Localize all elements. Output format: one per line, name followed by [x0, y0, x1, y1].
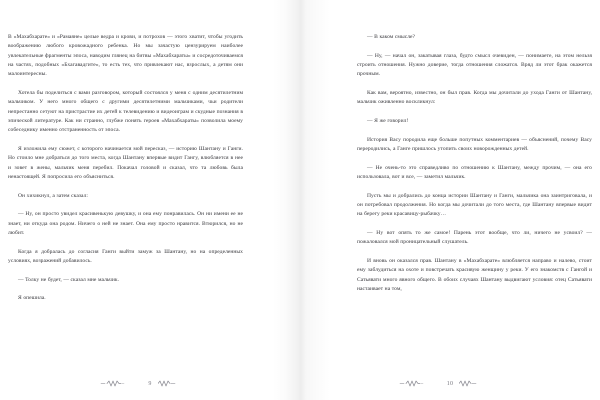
right-page — [300, 0, 600, 400]
zigzag-ornament-left-icon — [100, 380, 142, 387]
paragraph: Хотела бы поделиться с вами разговором, который состоялся у меня с одним десятилетним мальчиком. У него много общего с другими десятилетними мальчиками, чьи родители непрестанно сетуют на пристрастие их детей к телевидению и видеоиграм и скудные познания в эпической литературе. Как ни странно, глубже понять героев «Махабхараты» позволила моему собеседнику именно отстраненность от эпоса. — [8, 90, 243, 134]
paragraph: И вновь он оказался прав. Шантану в «Махабхарате» влюбляется направо и налево, стоит ему заблудиться на охоте и повстречать красивую женщину у реки. У его знакомств с Гангой и Сатьявати много явного общего. В обоих случаях Шантану выдвигают условия: отец Сатьявати настаивает на том, — [357, 257, 592, 292]
right-page-footer — [300, 380, 600, 387]
paragraph: Как вам, вероятно, известно, он был прав. Когда мы дочитали до ухода Ганги от Шантану, мальчик оживленно воскликнул: — [357, 89, 592, 106]
page-number: 9 — [148, 380, 152, 387]
left-page-text-column — [8, 33, 243, 363]
paragraph: В «Махабхарате» и «Рамаяне» целые ведра и крови, и потрохов — этого хватит, чтобы угодить воображению любого кровожадного ребенка. Но мы зачастую цензурируем наиболее увлекательные фрагменты эпоса, наводим глянец на битвы «Махабхараты» и сосредоточиваемся на частях, подобных «Бхагавадгите», то есть тех, что привлекают нас, взрослых, а детям они малоинтересны. — [8, 34, 243, 78]
dialogue-line: — Ну вот опять то же самое! Парень этот вообще, что ли, ничего не усвоил? — пожаловался мой проницательный слушатель. — [357, 229, 592, 246]
dialogue-line: — Толку не будет, — сказал мне мальчик. — [18, 276, 120, 283]
paragraph: Я опешила. — [18, 295, 46, 302]
paragraph: История Васу породила еще больше попутных комментариев — объяснений, почему Васу переродились, а Ганге пришлось утопить своих новорожденных детей. — [357, 136, 592, 152]
dialogue-line: — Ну, он просто увидел красивенькую девушку, и она ему понравилась. Он ни имени ее не знает, ни откуда она родом. Ничего о ней не знает. Она ему просто нравится. Втюрился, но не любит. — [8, 211, 243, 237]
zigzag-ornament-right-icon — [459, 380, 501, 387]
zigzag-ornament-right-icon — [158, 380, 200, 387]
page-number: 10 — [446, 380, 454, 387]
paragraph: Он хихикнул, а затем сказал: — [18, 192, 88, 199]
paragraph: Пусть мы и добрались до конца истории Шантану и Ганги, мальчика она заинтриговала, и он потребовал продолжения. Но когда мы дочитали до того места, где Шантану впервые видит на берегу реки красавицу-рыбачку… — [357, 192, 592, 218]
paragraph: Когда я добралась до согласия Ганги выйти замуж за Шантану, но на определенных условиях, возражений добавилось. — [8, 248, 243, 265]
dialogue-line: — В каком смысле? — [367, 34, 416, 40]
dialogue-line: — Ну, — начал он, закатывая глаза, будто смысл очевиден, — понимаете, на этом нельзя строить отношения. Нужно доверие, тогда отношения сложатся. Вряд ли этот брак окажется прочным. — [357, 52, 592, 78]
left-page-footer — [0, 380, 300, 387]
paragraph: Я изложила ему сюжет, с которого начинается мой пересказ, — историю Шантану и Ганги. Но стоило мне добраться до того места, когда Шантану впервые видит Гангу, влюбляется в нее и зовет в жены, мальчик меня перебил. Покачал головой и сказал, что та любовь была ненастоящей. Я попросила его объясниться. — [8, 146, 243, 181]
dialogue-line: — Не очень-то это справедливо по отношению к Шантану, между прочим, — она его использовала, вот и все, — заметил мальчик. — [357, 164, 592, 180]
dialogue-line: — Я же говорил! — [367, 117, 409, 124]
right-page-text-column — [357, 33, 592, 363]
zigzag-ornament-left-icon — [399, 380, 441, 387]
